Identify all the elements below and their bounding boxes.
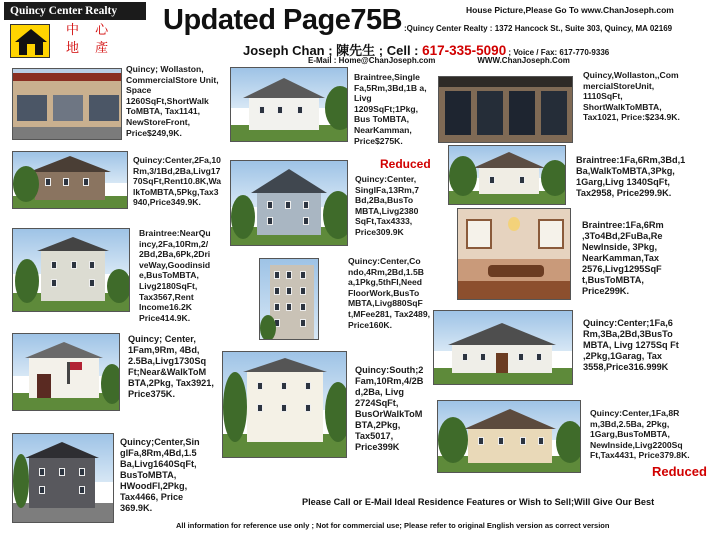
page-title: Updated Page75B bbox=[163, 4, 403, 36]
listing-photo[interactable] bbox=[12, 333, 120, 411]
email-website-line bbox=[308, 56, 570, 65]
fax-number: ; Voice / Fax: 617-770-9336 bbox=[506, 48, 610, 57]
listing-photo[interactable] bbox=[259, 258, 319, 340]
listing-text: Braintree:1Fa,6Rm,3Bd,1 Ba,WalkToMBTA,3Pkg, 1Garg,Livg 1340SqFt, Tax2958, Price299.9K. bbox=[576, 155, 686, 198]
brand-logo bbox=[4, 2, 154, 60]
listing-photo[interactable] bbox=[12, 433, 114, 523]
house-logo-icon bbox=[10, 24, 50, 58]
listing-photo[interactable] bbox=[12, 151, 128, 209]
listing-text: Quincy; Wollaston, CommercialStore Unit, Space 1260SqFt,ShortWalk ToMBTA, Tax1141, NewStoreFront, Price$249,9K. bbox=[126, 64, 219, 138]
listing-photo[interactable] bbox=[222, 351, 347, 458]
website-link[interactable]: WWW.ChanJoseph.Com bbox=[477, 56, 570, 65]
cell-phone[interactable]: 617-335-5090 bbox=[422, 43, 507, 58]
reduced-badge: Reduced bbox=[380, 157, 431, 171]
listing-text: Quincy:Center, SinglFa,13Rm,7 Bd,2Ba,BusTo MBTA,Livg2380 SqFt,Tax4333, Price309.9K bbox=[355, 174, 419, 237]
brand-name: Quincy Center Realty bbox=[4, 2, 146, 20]
listing-text: Quincy:South;2 Fam,10Rm,4/2B d,2Ba, Livg 2724SqFt, BusOrWalkToM BTA,2Pkg, Tax5017, Price399K bbox=[355, 365, 424, 452]
listing-photo[interactable] bbox=[448, 145, 566, 205]
listing-photo[interactable] bbox=[12, 228, 130, 312]
listing-text: Quincy:Center;1Fa,6 Rm,3Ba,2Bd,3BusTo MBTA, Livg 1275Sq Ft ,2Pkg,1Garag, Tax 3558,Price316.999K bbox=[583, 318, 679, 372]
brand-chinese-name: 中 心 地 產 bbox=[66, 23, 115, 56]
listing-photo[interactable] bbox=[230, 67, 348, 142]
call-to-action: Please Call or E-Mail Ideal Residence Features or Wish to Sell;Will Give Our Best bbox=[302, 497, 655, 507]
listing-text: Quincy:Center,1Fa,8R m,3Bd,2.5Ba, 2Pkg, 1Garg,BusToMBTA, NewInside,Livg2200Sq Ft,Tax4431, Price379.8K. bbox=[590, 408, 690, 461]
listing-text: Quincy,Wollaston,,Com mercialStoreUnit, 1110SqFt, ShortWalkToMBTA, Tax1021, Price:$234.9K. bbox=[583, 70, 680, 123]
listing-photo[interactable] bbox=[438, 76, 573, 143]
reduced-badge: Reduced bbox=[652, 464, 707, 479]
agent-name: Joseph Chan ; 陳先生 ; Cell : bbox=[243, 43, 423, 58]
listing-photo[interactable] bbox=[230, 160, 348, 246]
listing-photo[interactable] bbox=[457, 208, 571, 300]
listing-photo[interactable] bbox=[433, 310, 573, 385]
email-link[interactable]: E-Mail : Home@ChanJoseph.com bbox=[308, 56, 436, 65]
listing-text: Quincy:Center,Co ndo,4Rm,2Bd,1.5B a,1Pkg,5thFl,Need FloorWork,BusTo MBTA,Livg880SqF t,MFee281, Tax2489, Price160K. bbox=[348, 256, 431, 330]
listing-text: Quincy; Center, 1Fam,9Rm, 4Bd, 2.5Ba,Livg1730Sq Ft;Near&WalkToM BTA,2Pkg, Tax3921, Price375K. bbox=[128, 334, 214, 399]
listing-text: Braintree:NearQu incy,2Fa,10Rm,2/ 2Bd,2Ba,6Pk,2Dri veWay,Goodinsid e,BusToMBTA, Livg2180SqFt, Tax3567,Rent Income16.2K Price414.9K. bbox=[139, 228, 211, 323]
listing-text: Quincy;Center,Sin glFa,8Rm,4Bd,1.5 Ba,Livg1640SqFt, BusToMBTA, HWoodFl,2Pkg, Tax4466, Price 369.9K. bbox=[120, 437, 200, 513]
website-note: House Picture,Please Go To www.ChanJoseph.com bbox=[466, 5, 674, 15]
listing-photo[interactable] bbox=[437, 400, 581, 473]
listing-text: Quincy:Center,2Fa,10 Rm,3/1Bd,2Ba,Livg17 70SqFt,Rent10.8K,Wa lkToMBTA,5Pkg,Tax3 940,Price349.9K. bbox=[133, 155, 222, 208]
disclaimer: All information for reference use only ; Not for commercial use; Please refer to original English version as correct version bbox=[176, 521, 610, 530]
listing-photo[interactable] bbox=[12, 68, 122, 140]
listing-text: Braintree:1Fa,6Rm ,3To4Bd,2FuBa,Re NewInside, 3Pkg, NearKamman,Tax 2576,Livg1295SqF t,BusToMBTA, Price299K. bbox=[582, 220, 664, 296]
office-address: :Quincy Center Realty : 1372 Hancock St., Suite 303, Quincy, MA 02169 bbox=[404, 24, 673, 33]
listing-text: Braintree,Single Fa,5Rm,3Bd,1B a, Livg 1209SqFt;1Pkg, Bus ToMBTA, NearKamman, Price$275K. bbox=[354, 72, 427, 146]
